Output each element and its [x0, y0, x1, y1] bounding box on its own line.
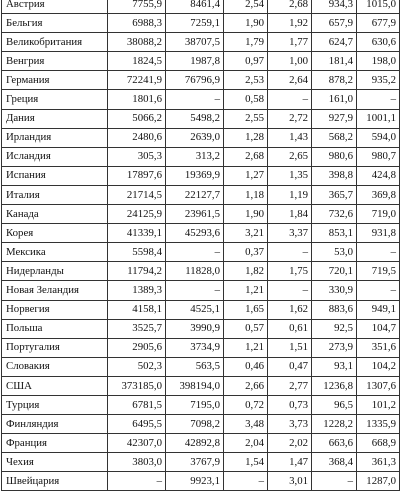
value-cell: 1824,5: [108, 52, 166, 71]
value-cell: –: [166, 243, 224, 262]
value-cell: 1001,1: [357, 109, 400, 128]
country-cell: Исландия: [2, 147, 108, 166]
value-cell: 0,58: [224, 90, 268, 109]
value-cell: 8461,4: [166, 0, 224, 14]
value-cell: –: [312, 472, 357, 491]
value-cell: –: [357, 281, 400, 300]
table-row: [2, 472, 400, 491]
value-cell: 853,1: [312, 224, 357, 243]
table-row: [2, 166, 400, 185]
value-cell: 41339,1: [108, 224, 166, 243]
value-cell: 5066,2: [108, 109, 166, 128]
country-cell: Великобритания: [2, 33, 108, 52]
value-cell: 1,62: [268, 300, 312, 319]
value-cell: 1,21: [224, 281, 268, 300]
value-cell: 104,2: [357, 357, 400, 376]
value-cell: 6988,3: [108, 14, 166, 33]
value-cell: 3,37: [268, 224, 312, 243]
country-cell: Австрия: [2, 0, 108, 14]
country-cell: Корея: [2, 224, 108, 243]
value-cell: 624,7: [312, 33, 357, 52]
value-cell: 369,8: [357, 185, 400, 204]
value-cell: 398,8: [312, 166, 357, 185]
country-cell: Италия: [2, 185, 108, 204]
value-cell: 0,37: [224, 243, 268, 262]
value-cell: 1,51: [268, 338, 312, 357]
value-cell: 2,53: [224, 71, 268, 90]
table-row: [2, 357, 400, 376]
country-cell: Польша: [2, 319, 108, 338]
value-cell: 980,7: [357, 147, 400, 166]
value-cell: 3734,9: [166, 338, 224, 357]
value-cell: 3767,9: [166, 453, 224, 472]
value-cell: 980,6: [312, 147, 357, 166]
value-cell: 719,5: [357, 262, 400, 281]
value-cell: 3803,0: [108, 453, 166, 472]
value-cell: 1,00: [268, 52, 312, 71]
value-cell: –: [108, 472, 166, 491]
value-cell: 2,68: [268, 0, 312, 14]
value-cell: 2,64: [268, 71, 312, 90]
value-cell: 4525,1: [166, 300, 224, 319]
value-cell: 1,65: [224, 300, 268, 319]
value-cell: 1,79: [224, 33, 268, 52]
value-cell: 1,82: [224, 262, 268, 281]
value-cell: 53,0: [312, 243, 357, 262]
country-cell: Канада: [2, 205, 108, 224]
value-cell: 1,47: [268, 453, 312, 472]
value-cell: 368,4: [312, 453, 357, 472]
value-cell: 2,04: [224, 434, 268, 453]
value-cell: 1,90: [224, 14, 268, 33]
value-cell: 1,18: [224, 185, 268, 204]
table-row: [2, 281, 400, 300]
value-cell: 5598,4: [108, 243, 166, 262]
value-cell: 42307,0: [108, 434, 166, 453]
value-cell: 927,9: [312, 109, 357, 128]
value-cell: 0,97: [224, 52, 268, 71]
value-cell: 0,73: [268, 395, 312, 414]
value-cell: 2,65: [268, 147, 312, 166]
country-cell: Франция: [2, 434, 108, 453]
table-row: [2, 395, 400, 414]
value-cell: 72241,9: [108, 71, 166, 90]
value-cell: 931,8: [357, 224, 400, 243]
value-cell: 330,9: [312, 281, 357, 300]
value-cell: 1335,9: [357, 415, 400, 434]
value-cell: –: [224, 472, 268, 491]
table-row: [2, 33, 400, 52]
value-cell: 104,7: [357, 319, 400, 338]
value-cell: 21714,5: [108, 185, 166, 204]
value-cell: –: [166, 90, 224, 109]
value-cell: 677,9: [357, 14, 400, 33]
table-row: [2, 205, 400, 224]
value-cell: 6495,5: [108, 415, 166, 434]
table-row: [2, 185, 400, 204]
value-cell: 3525,7: [108, 319, 166, 338]
table-row: [2, 453, 400, 472]
value-cell: 2,55: [224, 109, 268, 128]
country-cell: Финляндия: [2, 415, 108, 434]
value-cell: 11794,2: [108, 262, 166, 281]
value-cell: 1,43: [268, 128, 312, 147]
table-row: [2, 128, 400, 147]
table-row: [2, 243, 400, 262]
value-cell: 2,54: [224, 0, 268, 14]
table-row: [2, 14, 400, 33]
value-cell: 1,84: [268, 205, 312, 224]
country-cell: Словакия: [2, 357, 108, 376]
country-cell: Венгрия: [2, 52, 108, 71]
table-row: [2, 262, 400, 281]
value-cell: 1287,0: [357, 472, 400, 491]
value-cell: –: [268, 90, 312, 109]
value-cell: 3990,9: [166, 319, 224, 338]
value-cell: 0,57: [224, 319, 268, 338]
value-cell: 2905,6: [108, 338, 166, 357]
value-cell: 2,68: [224, 147, 268, 166]
country-cell: Турция: [2, 395, 108, 414]
value-cell: 2,02: [268, 434, 312, 453]
value-cell: 361,3: [357, 453, 400, 472]
value-cell: 935,2: [357, 71, 400, 90]
value-cell: 568,2: [312, 128, 357, 147]
value-cell: 668,9: [357, 434, 400, 453]
table-row: [2, 0, 400, 14]
value-cell: 1228,2: [312, 415, 357, 434]
value-cell: 11828,0: [166, 262, 224, 281]
value-cell: 1389,3: [108, 281, 166, 300]
value-cell: 1,77: [268, 33, 312, 52]
value-cell: 720,1: [312, 262, 357, 281]
table-row: [2, 90, 400, 109]
value-cell: 1,28: [224, 128, 268, 147]
value-cell: 373185,0: [108, 376, 166, 395]
value-cell: 1,75: [268, 262, 312, 281]
value-cell: 313,2: [166, 147, 224, 166]
value-cell: 96,5: [312, 395, 357, 414]
value-cell: 0,72: [224, 395, 268, 414]
table-row: [2, 147, 400, 166]
value-cell: 2639,0: [166, 128, 224, 147]
value-cell: 93,1: [312, 357, 357, 376]
value-cell: 42892,8: [166, 434, 224, 453]
table-row: [2, 224, 400, 243]
value-cell: 1236,8: [312, 376, 357, 395]
value-cell: 1,35: [268, 166, 312, 185]
value-cell: 273,9: [312, 338, 357, 357]
table-row: [2, 300, 400, 319]
table-row: [2, 52, 400, 71]
value-cell: 0,47: [268, 357, 312, 376]
table-row: [2, 434, 400, 453]
value-cell: 2,77: [268, 376, 312, 395]
country-cell: Чехия: [2, 453, 108, 472]
value-cell: 719,0: [357, 205, 400, 224]
value-cell: 0,46: [224, 357, 268, 376]
value-cell: –: [357, 90, 400, 109]
country-cell: Новая Зеландия: [2, 281, 108, 300]
value-cell: 1307,6: [357, 376, 400, 395]
value-cell: 5498,2: [166, 109, 224, 128]
table-row: [2, 415, 400, 434]
value-cell: 3,48: [224, 415, 268, 434]
value-cell: 2,72: [268, 109, 312, 128]
value-cell: 424,8: [357, 166, 400, 185]
country-cell: Нидерланды: [2, 262, 108, 281]
document-page: [1, 0, 399, 491]
value-cell: –: [166, 281, 224, 300]
value-cell: 1,19: [268, 185, 312, 204]
value-cell: 2480,6: [108, 128, 166, 147]
country-cell: Германия: [2, 71, 108, 90]
value-cell: 594,0: [357, 128, 400, 147]
country-cell: Греция: [2, 90, 108, 109]
value-cell: 3,73: [268, 415, 312, 434]
value-cell: 732,6: [312, 205, 357, 224]
value-cell: 1801,6: [108, 90, 166, 109]
table-row: [2, 109, 400, 128]
value-cell: 1,90: [224, 205, 268, 224]
value-cell: 101,2: [357, 395, 400, 414]
value-cell: –: [268, 243, 312, 262]
value-cell: 3,21: [224, 224, 268, 243]
value-cell: 3,01: [268, 472, 312, 491]
country-cell: США: [2, 376, 108, 395]
country-cell: Норвегия: [2, 300, 108, 319]
table-row: [2, 71, 400, 90]
table-row: [2, 376, 400, 395]
value-cell: 663,6: [312, 434, 357, 453]
statistics-table: [1, 0, 400, 491]
value-cell: 398194,0: [166, 376, 224, 395]
value-cell: –: [357, 243, 400, 262]
value-cell: 23961,5: [166, 205, 224, 224]
value-cell: 9923,1: [166, 472, 224, 491]
value-cell: 1,27: [224, 166, 268, 185]
value-cell: 7098,2: [166, 415, 224, 434]
table-body: [2, 0, 400, 491]
value-cell: 1,54: [224, 453, 268, 472]
value-cell: 198,0: [357, 52, 400, 71]
value-cell: 181,4: [312, 52, 357, 71]
country-cell: Испания: [2, 166, 108, 185]
value-cell: 38088,2: [108, 33, 166, 52]
value-cell: 92,5: [312, 319, 357, 338]
value-cell: 1,21: [224, 338, 268, 357]
value-cell: 4158,1: [108, 300, 166, 319]
value-cell: 0,61: [268, 319, 312, 338]
value-cell: 76796,9: [166, 71, 224, 90]
country-cell: Дания: [2, 109, 108, 128]
country-cell: Швейцария: [2, 472, 108, 491]
value-cell: 365,7: [312, 185, 357, 204]
value-cell: 949,1: [357, 300, 400, 319]
value-cell: 161,0: [312, 90, 357, 109]
value-cell: 7195,0: [166, 395, 224, 414]
country-cell: Португалия: [2, 338, 108, 357]
value-cell: 6781,5: [108, 395, 166, 414]
value-cell: 17897,6: [108, 166, 166, 185]
value-cell: 7755,9: [108, 0, 166, 14]
value-cell: 502,3: [108, 357, 166, 376]
value-cell: 45293,6: [166, 224, 224, 243]
country-cell: Ирландия: [2, 128, 108, 147]
table-row: [2, 319, 400, 338]
value-cell: 24125,9: [108, 205, 166, 224]
value-cell: 657,9: [312, 14, 357, 33]
table-row: [2, 338, 400, 357]
value-cell: 1,92: [268, 14, 312, 33]
value-cell: 2,66: [224, 376, 268, 395]
value-cell: 22127,7: [166, 185, 224, 204]
value-cell: 878,2: [312, 71, 357, 90]
value-cell: 19369,9: [166, 166, 224, 185]
value-cell: 630,6: [357, 33, 400, 52]
country-cell: Мексика: [2, 243, 108, 262]
value-cell: 1987,8: [166, 52, 224, 71]
value-cell: 883,6: [312, 300, 357, 319]
value-cell: 563,5: [166, 357, 224, 376]
value-cell: 1015,0: [357, 0, 400, 14]
value-cell: 934,3: [312, 0, 357, 14]
value-cell: 351,6: [357, 338, 400, 357]
country-cell: Бельгия: [2, 14, 108, 33]
value-cell: –: [268, 281, 312, 300]
value-cell: 38707,5: [166, 33, 224, 52]
value-cell: 7259,1: [166, 14, 224, 33]
value-cell: 305,3: [108, 147, 166, 166]
